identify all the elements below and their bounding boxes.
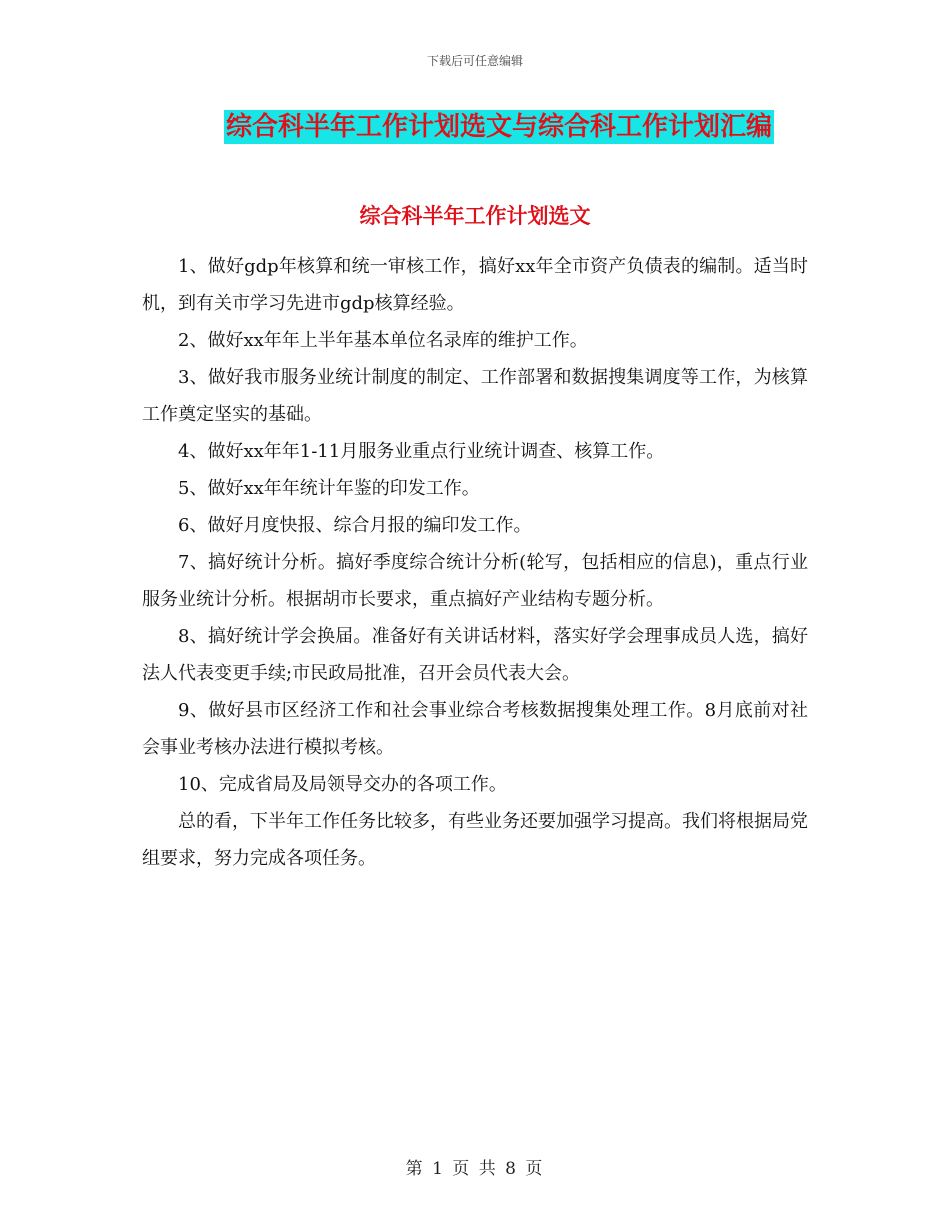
paragraph: 8、搞好统计学会换届。准备好有关讲话材料，落实好学会理事成员人选，搞好法人代表变更手续;市民政局批准，召开会员代表大会。 xyxy=(142,626,808,684)
section-title: 综合科半年工作计划选文 xyxy=(359,203,591,228)
paragraph: 6、做好月度快报、综合月报的编印发工作。 xyxy=(178,515,532,536)
paragraph: 7、搞好统计分析。搞好季度综合统计分析(轮写，包括相应的信息)，重点行业服务业统计分析。根据胡市长要求，重点搞好产业结构专题分析。 xyxy=(142,552,808,610)
paragraph: 3、做好我市服务业统计制度的制定、工作部署和数据搜集调度等工作，为核算工作奠定坚实的基础。 xyxy=(142,367,808,425)
paragraph: 4、做好xx年年1-11月服务业重点行业统计调查、核算工作。 xyxy=(178,441,665,462)
paragraph: 9、做好县市区经济工作和社会事业综合考核数据搜集处理工作。8月底前对社会事业考核办法进行模拟考核。 xyxy=(142,700,808,758)
main-title-container xyxy=(0,110,950,144)
paragraph: 总的看，下半年工作任务比较多，有些业务还要加强学习提高。我们将根据局党组要求，努力完成各项任务。 xyxy=(142,811,808,869)
main-title: 综合科半年工作计划选文与综合科工作计划汇编 xyxy=(225,112,772,142)
document-body xyxy=(142,248,808,877)
paragraph: 10、完成省局及局领导交办的各项工作。 xyxy=(178,774,507,795)
header-note: 下载后可任意编辑 xyxy=(426,54,523,68)
paragraph: 5、做好xx年年统计年鉴的印发工作。 xyxy=(178,478,480,499)
paragraph: 1、做好gdp年核算和统一审核工作，搞好xx年全市资产负债表的编制。适当时机，到有关市学习先进市gdp核算经验。 xyxy=(142,256,808,314)
page-number: 第 1 页 共 8 页 xyxy=(405,1159,545,1179)
paragraph: 2、做好xx年年上半年基本单位名录库的维护工作。 xyxy=(178,330,588,351)
